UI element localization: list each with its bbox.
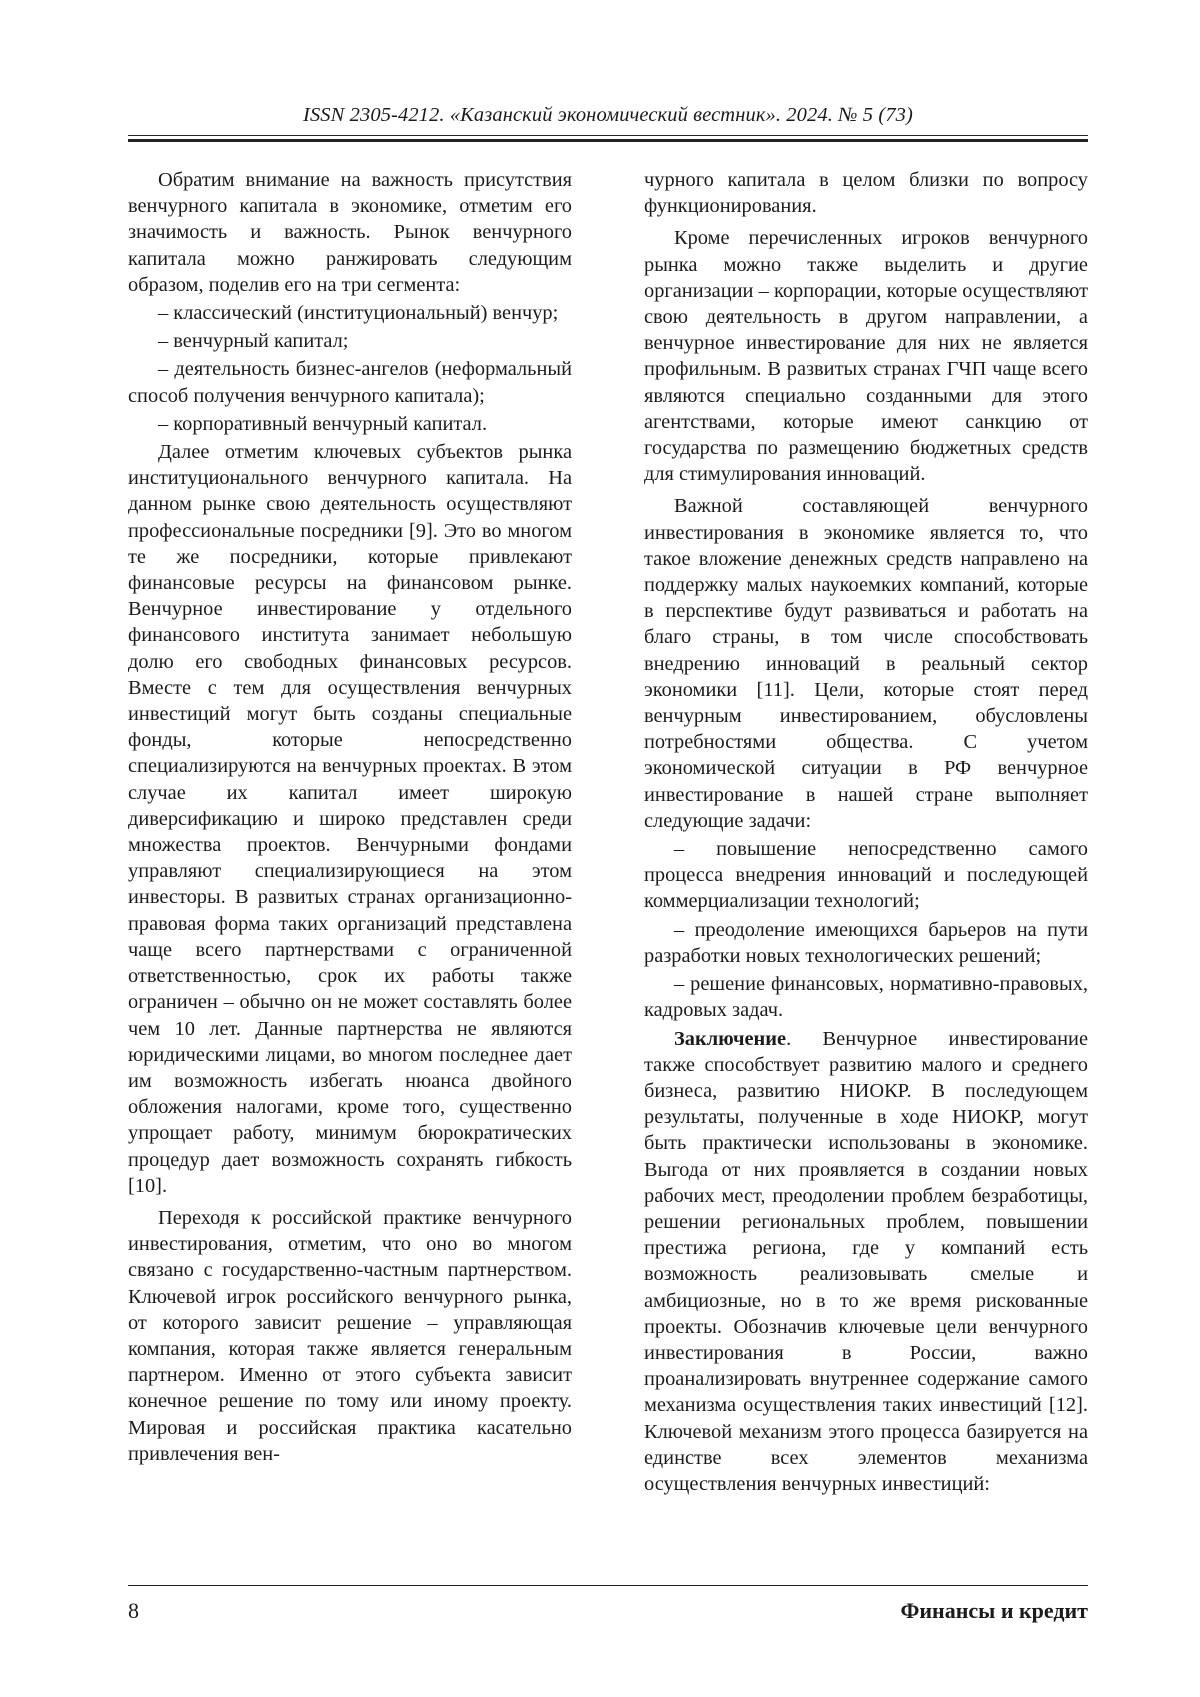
list-item: – классический (институциональный) венчур; [158,302,559,325]
conclusion-label: Заключение [674,1027,787,1050]
footer-rule [128,1585,1088,1586]
list-item: – повышение непосредственно самого процесса внедрения инноваций и последующей коммерциализации технологий; [644,838,1088,913]
left-column [128,167,572,1469]
conclusion-paragraph [644,1026,1088,1498]
list-item: – деятельность бизнес-ангелов (неформальный способ получения венчурного капитала); [128,358,572,407]
conclusion-text: . Венчурное инвестирование также способствует развитию малого и среднего бизнеса, развитию НИОКР. В последующем результаты, полученные в ходе НИОКР, могут быть практически использованы в экономике. Выгода от них проявляется в создании новых рабочих мест, преодолении проблем безработицы, решении региональных проблем, повышении престижа региона, где у компаний есть возможность реализовывать смелые и амбициозные, но в то же время рискованные проекты. Обозначив ключевые цели венчурного инвестирования в России, важно проанализировать внутреннее содержание самого механизма осуществления таких инвестиций [12]. Ключевой механизм этого процесса базируется на единстве всех элементов механизма осуществления венчурных инвестиций: [644,1027,1088,1495]
journal-header: ISSN 2305-4212. «Казанский экономический вестник». 2024. № 5 (73) [303,104,913,126]
header-rule-thick [128,139,1088,142]
paragraph: Кроме перечисленных игроков венчурного рынка можно также выделить и другие организации – корпорации, которые осуществляют свою деятельность в другом направлении, а венчурное инвестирование для них не является профильным. В развитых странах ГЧП чаще всего являются специально созданными для этого агентствами, которые имеют санкцию от государства по размещению бюджетных средств для стимулирования инноваций. [644,227,1088,486]
paragraph: Переходя к российской практике венчурного инвестирования, отметим, что оно во многом связано с государственно-частным партнерством. Ключевой игрок российского венчурного рынка, от которого зависит решение – управляющая компания, которая также является генеральным партнером. Именно от этого субъекта зависит конечное решение по тому или иному проекту. Мировая и российская практика касательно привлечения вен- [128,1206,572,1465]
paragraph: Важной составляющей венчурного инвестирования в экономике является то, что такое вложение денежных средств направлено на поддержку малых наукоемких компаний, которые в перспективе будут развиваться и работать на благо страны, в том числе способствовать внедрению инноваций в реальный сектор экономики [11]. Цели, которые стоят перед венчурным инвестированием, обусловлены потребностями общества. С учетом экономической ситуации в РФ венчурное инвестирование в нашей стране выполняет следующие задачи: [644,495,1088,832]
list-item: – корпоративный венчурный капитал. [158,412,488,435]
page-number: 8 [128,1598,139,1623]
list-item: – преодоление имеющихся барьеров на пути разработки новых технологических решений; [644,918,1088,967]
list-item: – венчурный капитал; [158,330,349,353]
list-item: – решение финансовых, нормативно-правовых, кадровых задач. [644,973,1088,1022]
paragraph-continuation: чурного капитала в целом близки по вопросу функционирования. [644,169,1088,218]
paragraph: Далее отметим ключевых субъектов рынка институционального венчурного капитала. На данном рынке свою деятельность осуществляют профессиональные посредники [9]. Это во многом те же посредники, которые привлекают финансовые ресурсы на финансовом рынке. Венчурное инвестирование у отдельного финансового института занимает небольшую долю его свободных финансовых ресурсов. Вместе с тем для осуществления венчурных инвестиций могут быть созданы специальные фонды, которые непосредственно специализируются на венчурных проектах. В этом случае их капитал имеет широкую диверсификацию и широко представлен среди множества проектов. Венчурными фондами управляют специализирующиеся на этом инвесторы. В развитых странах организационно-правовая форма таких организаций представлена чаще всего партнерствами с ограниченной ответственностью, срок их работы также ограничен – обычно он не может составлять более чем 10 лет. Данные партнерства не являются юридическими лицами, во многом последнее дает им возможность избегать нюанса двойного обложения налогами, кроме того, существенно упрощает работу, минимум бюрократических процедур дает возможность сохранять гибкость [10]. [128,441,572,1197]
paragraph: Обратим внимание на важность присутствия венчурного капитала в экономике, отметим его значимость и важность. Рынок венчурного капитала можно ранжировать следующим образом, поделив его на три сегмента: [128,169,572,296]
header-rule-thin [128,135,1088,136]
section-title: Финансы и кредит [900,1598,1088,1623]
right-column [644,167,1088,1499]
